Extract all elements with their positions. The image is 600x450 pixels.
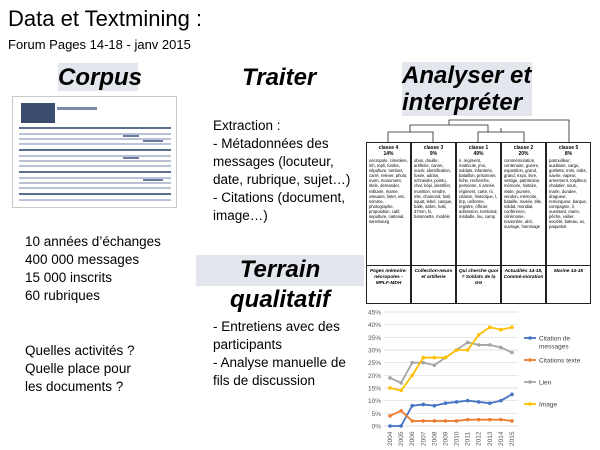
x-tick-label: 2006 [409, 431, 417, 446]
thumb-row [19, 165, 171, 167]
thumb-row [19, 143, 171, 145]
thumb-row [19, 171, 171, 173]
class-name: classe 1 [468, 145, 489, 151]
legend-marker [528, 358, 532, 362]
class-column-2 [501, 142, 546, 304]
thumb-cell [143, 140, 163, 142]
series-line [390, 327, 512, 390]
class-column-4 [366, 142, 411, 304]
legend-label: messages [539, 343, 569, 351]
data-point [410, 404, 414, 408]
traiter-text: Extraction : - Métadonnées des messages (locuteur, date, rubrique, sujet…) - Citations (document, image…) [213, 118, 351, 223]
data-point [466, 341, 470, 345]
data-point [444, 419, 448, 423]
page-title: Data et Textmining : [8, 6, 203, 31]
data-point [421, 403, 425, 407]
class-column-5 [546, 142, 591, 304]
class-label: Actualités 14-18, Commé-moration [503, 269, 544, 280]
x-tick-label: 2009 [442, 431, 450, 446]
class-separator [367, 265, 410, 266]
data-point [499, 346, 503, 350]
y-tick-label: 25% [367, 360, 381, 368]
dendrogram-branch [410, 125, 488, 132]
class-words: ri, régiment, matricule, jmo, soldats, infanterie, bataillon, prisonnier, fiche, recherche, personne, ri armée, régiment, carte, rii, citation, historique, l, brp, uniforme, registre, officier, admission, territorial, médaille, lou, camp [459, 158, 498, 220]
data-point [477, 343, 481, 347]
data-point [499, 399, 503, 403]
x-tick-label: 2007 [420, 431, 428, 446]
thumb-cell [143, 179, 163, 181]
data-point [477, 400, 481, 404]
x-tick-label: 2005 [398, 431, 406, 446]
data-point [510, 351, 514, 355]
y-tick-label: 0% [371, 423, 381, 431]
class-percent: 9% [429, 151, 438, 157]
data-point [433, 404, 437, 408]
thumb-row [19, 187, 171, 189]
thumb-row [19, 193, 171, 195]
data-point [399, 381, 403, 385]
class-column-3 [411, 142, 456, 304]
y-tick-label: 5% [371, 410, 381, 418]
legend-marker [528, 380, 532, 384]
thumb-cell [123, 157, 139, 159]
thumb-row [19, 149, 171, 151]
class-label: Pages mémoire: nécropoles - MPLF-MDH [369, 269, 408, 286]
data-point [421, 419, 425, 423]
line-chart-svg [358, 306, 600, 450]
data-point [499, 328, 503, 332]
corpus-heading: Corpus [58, 64, 142, 91]
class-name: classe 3 [423, 145, 444, 151]
y-tick-label: 15% [367, 385, 381, 393]
data-point [410, 419, 414, 423]
data-point [433, 363, 437, 367]
class-separator [547, 265, 590, 266]
class-label: Qui cherche quoi ? Soldats de la GG [458, 269, 499, 286]
x-tick-label: 2015 [509, 431, 516, 446]
class-percent: 8% [564, 151, 573, 157]
class-words: patrouilleur, auxiliaire, cargo, goëlette, trois, mâts, navire, vapeur, armement, torpilleur, chalutier, sous, marin, dundee, dragueur, remorqueur, barque, compagnie, li, ouessant, marin, pêche, voilier, société, bateau, ex, paquebot [549, 158, 588, 230]
class-column-1 [456, 142, 501, 304]
class-separator [502, 265, 545, 266]
class-words: commémoration, centenaire, guerre, exposition, grand, grand, expo, livre, vestige, patrimoine, mémoire, histoire, visite, journée, vendun, mémoire, bataille, musée, title, soldat, mondial, conférence, cérémonie, novembre, abri, ouvrage, hommage [504, 158, 543, 230]
data-point [433, 419, 437, 423]
data-point [488, 418, 492, 422]
data-point [388, 414, 392, 418]
class-label: Collection-neurs et artillerie [414, 269, 453, 280]
class-name: classe 2 [513, 145, 534, 151]
data-point [444, 356, 448, 360]
class-percent: 49% [473, 151, 484, 157]
data-point [421, 356, 425, 360]
class-percent: 20% [518, 151, 529, 157]
data-point [444, 401, 448, 405]
data-point [477, 333, 481, 337]
terrain-text: - Entretiens avec des participants - Analyse manuelle de fils de discussion [213, 319, 346, 388]
class-words: obus, douille, artillerie, canon, ouvrir, identification, fusée, adrian, schneider, pointu, char, képi, identifier, munition, vendre, mle, chamond, fusil, squat, lebel, casque, balle, sabre, fusil, 37mm, fx, baïonnette, modèle [414, 158, 453, 220]
thumb-cell [123, 135, 139, 137]
x-tick-label: 2004 [387, 431, 394, 446]
data-point [488, 401, 492, 405]
class-separator [412, 265, 455, 266]
classification-tree [366, 118, 592, 304]
forum-logo-image [21, 103, 55, 123]
legend-marker [528, 336, 532, 340]
y-tick-label: 20% [367, 372, 381, 380]
dendrogram-branch [449, 120, 569, 143]
line-chart [358, 306, 600, 450]
thumb-row [19, 133, 171, 135]
x-tick-label: 2013 [486, 431, 494, 446]
data-point [499, 418, 503, 422]
class-percent: 14% [383, 151, 394, 157]
traiter-heading: Traiter [242, 64, 317, 91]
y-tick-label: 40% [367, 322, 381, 330]
thumb-row [19, 160, 171, 162]
x-tick-label: 2008 [431, 431, 439, 446]
data-point [399, 424, 403, 428]
x-tick-label: 2012 [475, 431, 483, 446]
x-tick-label: 2010 [453, 431, 461, 446]
data-point [433, 356, 437, 360]
data-point [510, 419, 514, 423]
data-point [488, 343, 492, 347]
data-point [510, 325, 514, 329]
y-tick-label: 35% [367, 334, 381, 342]
terrain-heading: Terrain qualitatif [196, 255, 364, 286]
data-point [477, 418, 481, 422]
x-tick-label: 2014 [497, 431, 505, 446]
class-words: nécropole, cimetière, inh, repli, tombe, sépulture, tombes, carré, relever, photo, marn, monument, stele, demander, militaire, marne, ossuaire, lister, est, somme, photographe, proposition, calif, sepulture, national, sarrebourg [369, 158, 408, 225]
data-point [388, 386, 392, 390]
thumb-row [19, 155, 171, 157]
class-separator [457, 265, 500, 266]
legend-label: Citation de [539, 335, 571, 343]
y-tick-label: 30% [367, 347, 381, 355]
data-point [410, 374, 414, 378]
class-label: Marine 14-18 [553, 269, 584, 274]
data-point [399, 389, 403, 393]
analyser-heading: Analyser et interpréter [402, 62, 532, 116]
data-point [466, 348, 470, 352]
legend-label: Citations texte [539, 357, 581, 365]
forum-header-bar [57, 107, 97, 110]
class-name: classe 5 [558, 145, 579, 151]
forum-screenshot-thumbnail [12, 96, 177, 208]
data-point [410, 361, 414, 365]
data-point [388, 376, 392, 380]
thumb-row [19, 199, 171, 201]
data-point [466, 399, 470, 403]
dendrogram [366, 118, 592, 144]
data-point [399, 409, 403, 413]
legend-marker [528, 402, 532, 406]
data-point [455, 400, 459, 404]
y-tick-label: 10% [367, 398, 381, 406]
x-tick-label: 2011 [464, 432, 472, 446]
legend-label: Image [539, 401, 558, 409]
data-point [466, 418, 470, 422]
data-point [421, 361, 425, 365]
data-point [510, 393, 514, 397]
data-point [455, 348, 459, 352]
thumb-row [19, 127, 171, 129]
data-point [455, 419, 459, 423]
legend-label: Lien [539, 379, 552, 387]
data-point [388, 424, 392, 428]
questions-text: Quelles activités ? Quelle place pour les documents ? [25, 343, 135, 394]
corpus-stats: 10 années d’échanges 400 000 messages 15 000 inscrits 60 rubriques [25, 234, 161, 303]
data-point [488, 325, 492, 329]
y-tick-label: 45% [367, 309, 381, 317]
page-subtitle: Forum Pages 14-18 - janv 2015 [8, 37, 191, 52]
class-name: classe 4 [378, 145, 399, 151]
thumb-row [19, 182, 171, 184]
